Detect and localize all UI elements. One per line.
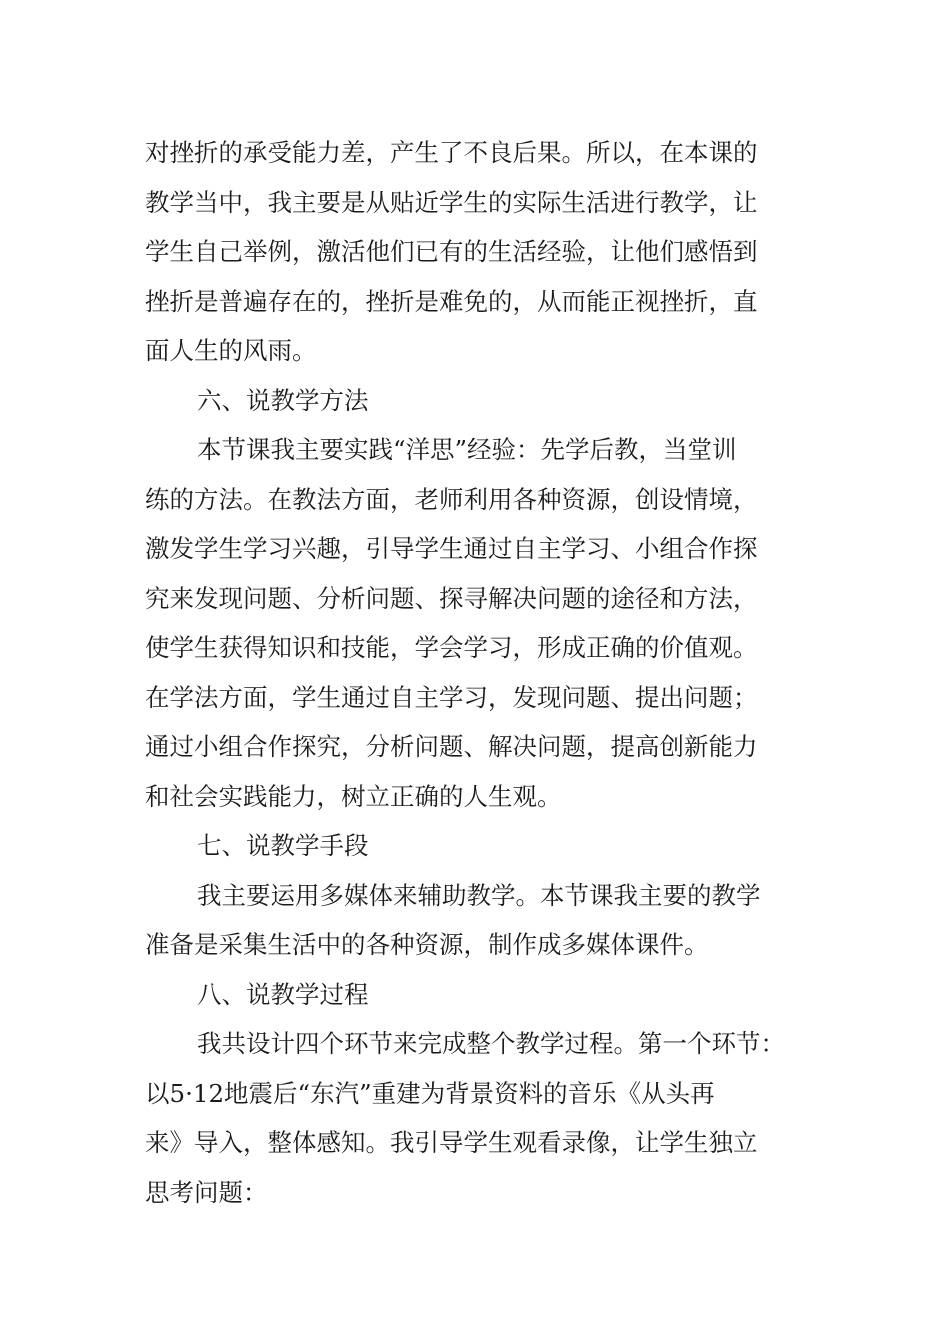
text-line: 在学法方面，学生通过自主学习，发现问题、提出问题； (145, 682, 758, 712)
section-heading-process: 八、说教学过程 (197, 979, 369, 1009)
text-line: 我共设计四个环节来完成整个教学过程。第一个环节： (197, 1029, 785, 1058)
text-line: 究来发现问题、分析问题、探寻解决问题的途径和方法， (145, 583, 758, 613)
section-heading-means: 七、说教学手段 (197, 831, 369, 860)
text-line: 通过小组合作探究，分析问题、解决问题，提高创新能力 (145, 732, 758, 761)
text-line: 使学生获得知识和技能，学会学习，形成正确的价值观。 (145, 633, 758, 662)
text-line: 准备是采集生活中的各种资源，制作成多媒体课件。 (145, 930, 709, 959)
text-line: 练的方法。在教法方面，老师利用各种资源，创设情境， (145, 484, 758, 514)
text-line: 学生自己举例，激活他们已有的生活经验，让他们感悟到 (145, 237, 758, 266)
body-text (145, 128, 815, 1217)
text-line: 教学当中，我主要是从贴近学生的实际生活进行教学，让 (145, 187, 758, 217)
text-line: 本节课我主要实践“洋思”经验：先学后教，当堂训 (197, 435, 737, 464)
text-line: 挫折是普遍存在的，挫折是难免的，从而能正视挫折，直 (145, 286, 758, 316)
text-line: 面人生的风雨。 (145, 336, 317, 365)
text-line: 激发学生学习兴趣，引导学生通过自主学习、小组合作探 (145, 534, 758, 563)
text-line: 以5·12地震后“东汽”重建为背景资料的音乐《从头再 (145, 1078, 715, 1108)
text-line: 来》导入，整体感知。我引导学生观看录像，让学生独立 (145, 1128, 758, 1157)
text-line: 和社会实践能力，树立正确的人生观。 (145, 781, 562, 811)
text-line: 我主要运用多媒体来辅助教学。本节课我主要的教学 (197, 880, 761, 910)
text-line: 对挫折的承受能力差，产生了不良后果。所以，在本课的 (145, 138, 758, 167)
text-line: 思考问题： (145, 1177, 268, 1207)
section-heading-methods: 六、说教学方法 (197, 385, 369, 415)
